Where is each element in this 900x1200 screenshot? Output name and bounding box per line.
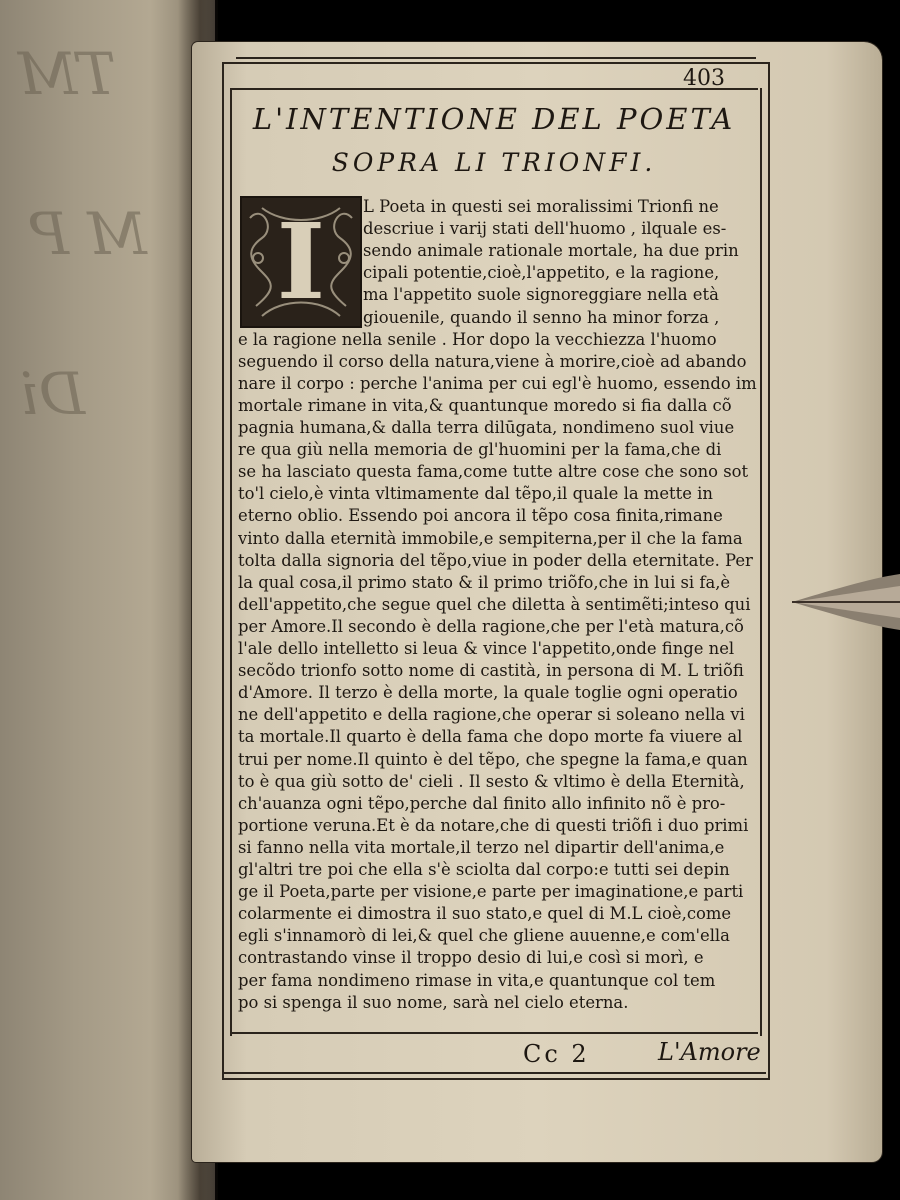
- body-text-line: tolta dalla signoria del tẽpo,viue in poder della eternitate. Per: [238, 550, 753, 570]
- body-text-line: to'l cielo,è vinta vltimamente dal tẽpo,il quale la mette in: [238, 484, 713, 504]
- body-text-line: dell'appetito,che segue quel che diletta à sentimẽti;inteso qui: [238, 594, 751, 614]
- page-subtitle: SOPRA LI TRIONFI.: [331, 148, 657, 177]
- body-text-line: la qual cosa,il primo stato & il primo triõfo,che in lui si fa,è: [238, 572, 731, 592]
- initial-letter: I: [276, 200, 326, 323]
- footer-rule: [232, 1032, 758, 1034]
- body-text-line: vinto dalla eternità immobile,e sempiterna,per il che la fama: [238, 528, 743, 548]
- body-text-line: eterno oblio. Essendo poi ancora il tẽpo cosa finita,rimane: [238, 506, 723, 526]
- body-text-line: colarmente ei dimostra il suo stato,e quel di M.L cioè,come: [238, 904, 732, 924]
- signature-mark: Cc 2: [523, 1040, 590, 1068]
- page-number: 403: [683, 66, 725, 91]
- body-text-line: descriue i varij stati dell'huomo , ilquale es-: [363, 219, 727, 239]
- body-text-line: giouenile, quando il senno ha minor forza ,: [363, 307, 720, 327]
- body-text-line: per Amore.Il secondo è della ragione,che per l'età matura,cõ: [238, 616, 744, 636]
- body-text-line: sendo animale rationale mortale, ha due prin: [363, 241, 739, 261]
- top-double-rule: [236, 57, 756, 59]
- body-text-line: l'ale dello intelletto si leua & vince l'appetito,onde finge nel: [238, 639, 735, 658]
- show-through-text: M P: [30, 200, 147, 268]
- body-text-line: gl'altri tre poi che ella s'è sciolta dal corpo:e tutti sei depin: [238, 860, 730, 879]
- body-text-line: e la ragione nella senile . Hor dopo la vecchiezza l'huomo: [238, 329, 717, 349]
- show-through-text: TM: [18, 40, 117, 108]
- bottom-rule: [222, 1072, 766, 1074]
- body-text-line: nare il corpo : perche l'anima per cui egl'è huomo, essendo im: [238, 373, 757, 393]
- show-through-text: Di: [20, 360, 86, 428]
- header-rule: [232, 88, 758, 90]
- body-text-line: ch'auanza ogni tẽpo,perche dal finito allo infinito nõ è pro-: [238, 793, 726, 813]
- page-title: L'INTENTIONE DEL POETA: [252, 102, 736, 136]
- body-text-line: pagnia humana,& dalla terra dilūgata, nondimeno suol viue: [238, 418, 735, 437]
- body-text-line: to è qua giù sotto de' cieli . Il sesto & vltimo è della Eternità,: [238, 771, 745, 791]
- body-text-line: cipali potentie,cioè,l'appetito, e la ragione,: [363, 263, 720, 283]
- body-text-line: contrastando vinse il troppo desio di lui,e così si morì, e: [238, 948, 704, 968]
- body-text-line: L Poeta in questi sei moralissimi Trionfi ne: [363, 197, 719, 216]
- body-text-line: ge il Poeta,parte per visione,e parte per imaginatione,e parti: [238, 882, 744, 902]
- body-text-line: seguendo il corso della natura,viene à morire,cioè ad abando: [238, 351, 747, 371]
- body-text-line: si fanno nella vita mortale,il terzo nel dipartir dell'anima,e: [238, 837, 725, 857]
- ornate-initial-icon: [240, 196, 362, 328]
- body-text-line: secõdo trionfo sotto nome di castità, in persona di M. L triõfi: [238, 661, 744, 681]
- body-text-line: egli s'innamorò di lei,& quel che gliene auuenne,e com'ella: [238, 926, 730, 946]
- body-text-line: per fama nondimeno rimase in vita,e quantunque col tem: [238, 970, 716, 990]
- pointer-marker-icon: [792, 570, 900, 634]
- body-text-line: ne dell'appetito e della ragione,che operar si soleano nella vi: [238, 705, 745, 725]
- body-text-line: ma l'appetito suole signoreggiare nella età: [363, 285, 719, 305]
- catchword: L'Amore: [658, 1038, 761, 1066]
- body-text-line: ta mortale.Il quarto è della fama che dopo morte fa viuere al: [238, 727, 743, 747]
- body-text-line: portione veruna.Et è da notare,che di questi triõfi i duo primi: [238, 815, 749, 835]
- body-text-line: po si spenga il suo nome, sarà nel cielo eterna.: [238, 992, 629, 1012]
- body-text-line: trui per nome.Il quinto è del tẽpo, che spegne la fama,e quan: [238, 749, 748, 769]
- body-text-line: re qua giù nella memoria de gl'huomini per la fama,che di: [238, 440, 722, 460]
- body-text-line: se ha lasciato questa fama,come tutte altre cose che sono sot: [238, 462, 749, 482]
- body-text-line: d'Amore. Il terzo è della morte, la quale toglie ogni operatio: [238, 683, 738, 703]
- body-text-line: mortale rimane in vita,& quantunque moredo si fia dalla cõ: [238, 395, 732, 415]
